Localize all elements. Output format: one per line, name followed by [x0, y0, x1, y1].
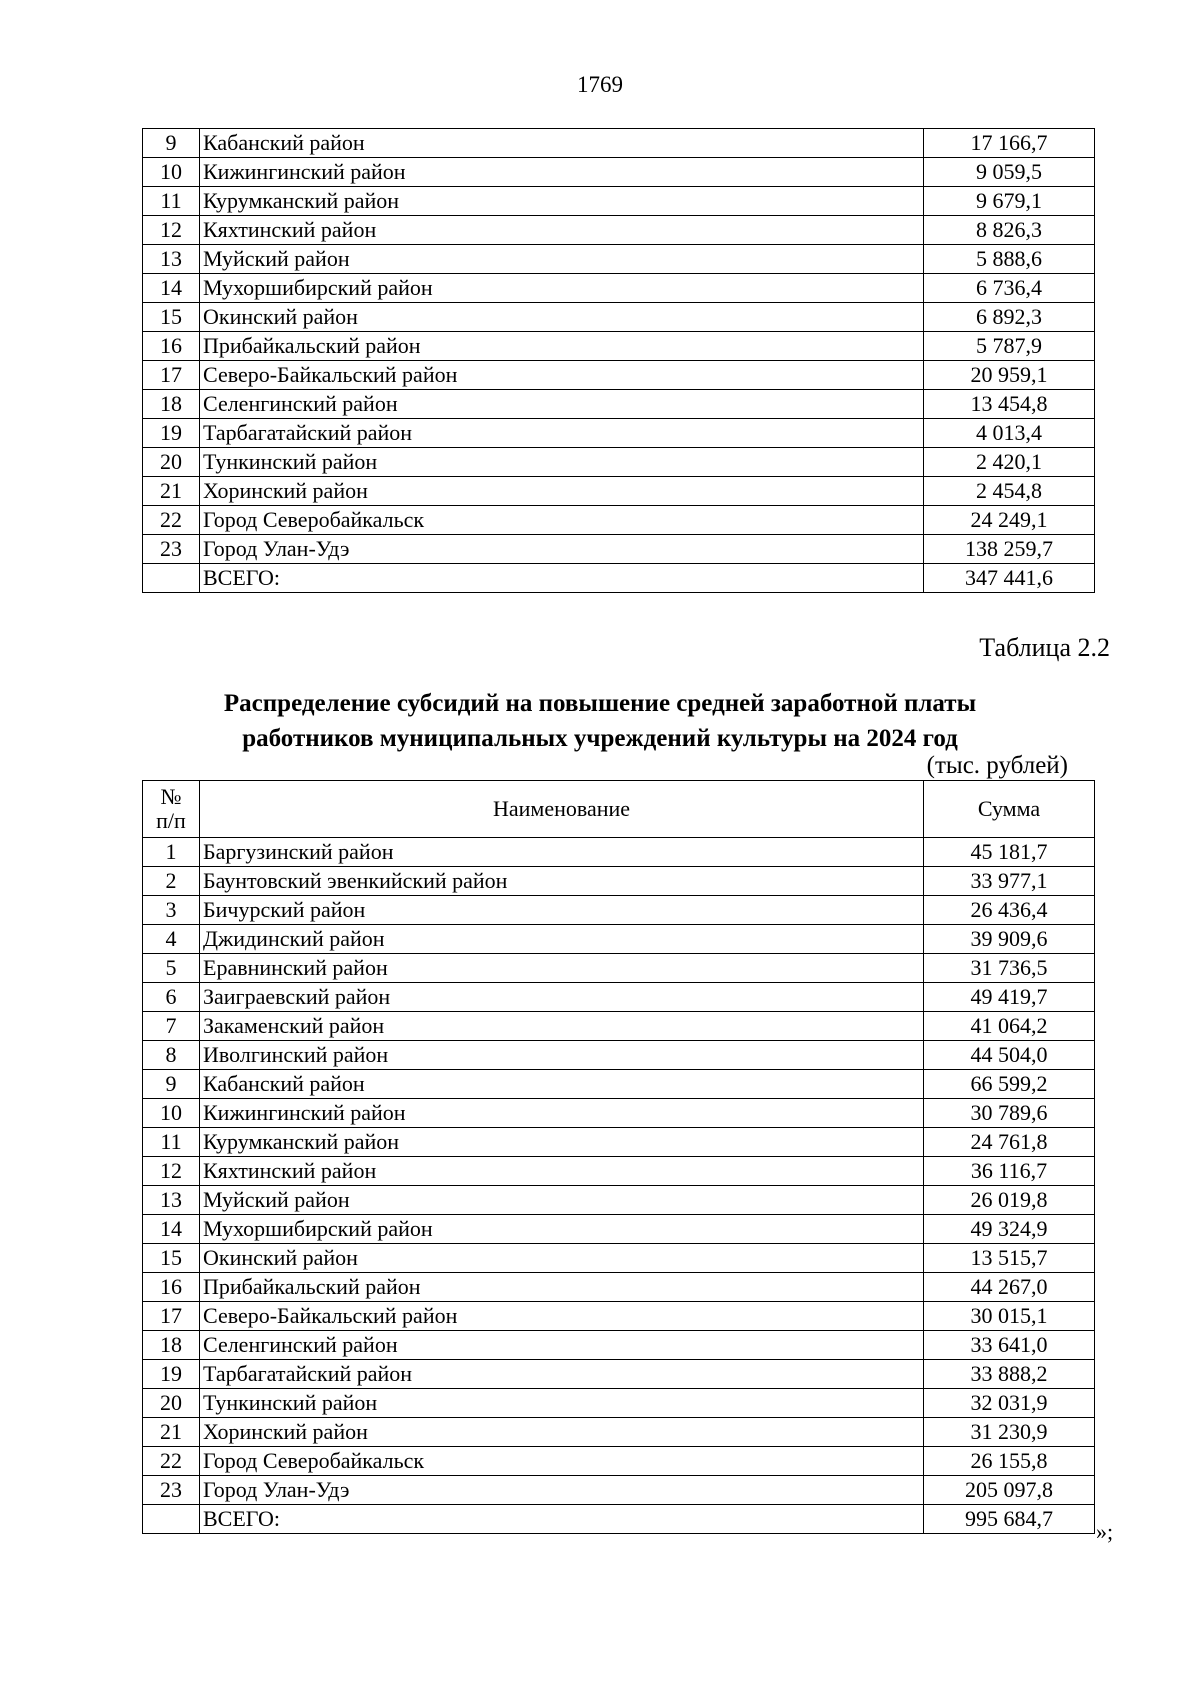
closing-mark: »;	[1096, 1519, 1114, 1544]
row-name: Прибайкальский район	[200, 1273, 924, 1302]
table-row	[143, 1070, 1095, 1099]
row-sum: 33 888,2	[924, 1360, 1095, 1389]
table-row	[143, 129, 1095, 158]
row-sum: 17 166,7	[924, 129, 1095, 158]
table-row	[143, 535, 1095, 564]
row-name: Тункинский район	[200, 1389, 924, 1418]
row-sum: 6 892,3	[924, 303, 1095, 332]
table-row	[143, 1186, 1095, 1215]
table-row	[143, 1273, 1095, 1302]
table-row	[143, 983, 1095, 1012]
table-row	[143, 506, 1095, 535]
table-row	[143, 1389, 1095, 1418]
row-sum: 9 059,5	[924, 158, 1095, 187]
row-sum: 66 599,2	[924, 1070, 1095, 1099]
row-sum: 5 787,9	[924, 332, 1095, 361]
row-name: Мухоршибирский район	[200, 274, 924, 303]
row-name: Тарбагатайский район	[200, 419, 924, 448]
table-title-line-2: работников муниципальных учреждений культуры на 2024 год	[242, 725, 958, 752]
table-title	[0, 686, 1200, 756]
row-sum: 4 013,4	[924, 419, 1095, 448]
row-number: 12	[143, 1157, 200, 1186]
row-sum: 205 097,8	[924, 1476, 1095, 1505]
row-name: Тункинский район	[200, 448, 924, 477]
row-name: Курумканский район	[200, 187, 924, 216]
row-number: 16	[143, 1273, 200, 1302]
row-number: 18	[143, 390, 200, 419]
row-sum: 8 826,3	[924, 216, 1095, 245]
row-number: 14	[143, 274, 200, 303]
row-number: 1	[143, 838, 200, 867]
table-row	[143, 1244, 1095, 1273]
table-row	[143, 187, 1095, 216]
row-number: 2	[143, 867, 200, 896]
row-name: Мухоршибирский район	[200, 1215, 924, 1244]
table-row	[143, 1041, 1095, 1070]
table-row	[143, 361, 1095, 390]
table-row	[143, 1418, 1095, 1447]
row-number: 9	[143, 1070, 200, 1099]
row-name: Закаменский район	[200, 1012, 924, 1041]
row-name: Курумканский район	[200, 1128, 924, 1157]
header-num	[143, 781, 200, 838]
total-row	[143, 564, 1095, 593]
row-name: Баргузинский район	[200, 838, 924, 867]
row-number: 18	[143, 1331, 200, 1360]
row-name: Кижингинский район	[200, 1099, 924, 1128]
row-sum: 45 181,7	[924, 838, 1095, 867]
header-num-line-2: п/п	[156, 808, 186, 833]
row-number: 11	[143, 1128, 200, 1157]
row-number: 9	[143, 129, 200, 158]
row-name: Город Улан-Удэ	[200, 535, 924, 564]
row-name: Город Северобайкальск	[200, 506, 924, 535]
table-row	[143, 1360, 1095, 1389]
row-number: 20	[143, 1389, 200, 1418]
table-row	[143, 245, 1095, 274]
row-number: 11	[143, 187, 200, 216]
table-row	[143, 332, 1095, 361]
row-number: 21	[143, 1418, 200, 1447]
total-row	[143, 1505, 1095, 1534]
header-num-line-1: №	[160, 784, 182, 809]
table-row	[143, 954, 1095, 983]
row-sum: 6 736,4	[924, 274, 1095, 303]
row-number: 5	[143, 954, 200, 983]
row-number: 19	[143, 1360, 200, 1389]
row-name: Селенгинский район	[200, 1331, 924, 1360]
row-sum: 30 015,1	[924, 1302, 1095, 1331]
table-label: Таблица 2.2	[979, 633, 1110, 662]
table-header-row	[143, 781, 1095, 838]
table-row	[143, 925, 1095, 954]
table-row	[143, 448, 1095, 477]
row-number: 22	[143, 506, 200, 535]
row-number: 13	[143, 1186, 200, 1215]
table-row	[143, 303, 1095, 332]
row-sum: 138 259,7	[924, 535, 1095, 564]
row-sum: 36 116,7	[924, 1157, 1095, 1186]
row-number: 3	[143, 896, 200, 925]
table-row	[143, 158, 1095, 187]
row-sum: 2 454,8	[924, 477, 1095, 506]
row-name: Хоринский район	[200, 477, 924, 506]
page-number: 1769	[577, 72, 623, 97]
row-sum: 30 789,6	[924, 1099, 1095, 1128]
row-number: 16	[143, 332, 200, 361]
row-name: Прибайкальский район	[200, 332, 924, 361]
table-row	[143, 1302, 1095, 1331]
header-sum: Сумма	[924, 781, 1095, 838]
row-name: Муйский район	[200, 245, 924, 274]
row-number: 12	[143, 216, 200, 245]
row-number: 7	[143, 1012, 200, 1041]
row-name: Бичурский район	[200, 896, 924, 925]
table-row	[143, 1128, 1095, 1157]
table-1-body	[143, 129, 1095, 593]
table-row	[143, 896, 1095, 925]
header-name: Наименование	[200, 781, 924, 838]
row-sum: 32 031,9	[924, 1389, 1095, 1418]
row-number: 22	[143, 1447, 200, 1476]
row-name: Кижингинский район	[200, 158, 924, 187]
table-row	[143, 1215, 1095, 1244]
table-1	[142, 128, 1095, 593]
table-row	[143, 477, 1095, 506]
row-name: Заиграевский район	[200, 983, 924, 1012]
table-row	[143, 1099, 1095, 1128]
total-label: ВСЕГО:	[200, 564, 924, 593]
row-name: Кяхтинский район	[200, 1157, 924, 1186]
row-number: 14	[143, 1215, 200, 1244]
table-row	[143, 1331, 1095, 1360]
row-name: Джидинский район	[200, 925, 924, 954]
row-sum: 33 641,0	[924, 1331, 1095, 1360]
table-row	[143, 216, 1095, 245]
row-number: 15	[143, 1244, 200, 1273]
row-sum: 20 959,1	[924, 361, 1095, 390]
row-sum: 24 249,1	[924, 506, 1095, 535]
row-number: 10	[143, 158, 200, 187]
row-name: Хоринский район	[200, 1418, 924, 1447]
total-number-cell	[143, 564, 200, 593]
table-unit: (тыс. рублей)	[926, 752, 1068, 779]
row-name: Баунтовский эвенкийский район	[200, 867, 924, 896]
total-sum: 347 441,6	[924, 564, 1095, 593]
row-sum: 13 515,7	[924, 1244, 1095, 1273]
row-sum: 41 064,2	[924, 1012, 1095, 1041]
table-row	[143, 1447, 1095, 1476]
table-row	[143, 419, 1095, 448]
table-row	[143, 1476, 1095, 1505]
row-number: 6	[143, 983, 200, 1012]
row-sum: 44 504,0	[924, 1041, 1095, 1070]
row-number: 21	[143, 477, 200, 506]
row-name: Кяхтинский район	[200, 216, 924, 245]
table-2-body	[143, 838, 1095, 1534]
table-row	[143, 274, 1095, 303]
row-number: 15	[143, 303, 200, 332]
row-sum: 33 977,1	[924, 867, 1095, 896]
row-number: 17	[143, 1302, 200, 1331]
row-name: Еравнинский район	[200, 954, 924, 983]
row-number: 8	[143, 1041, 200, 1070]
row-name: Северо-Байкальский район	[200, 1302, 924, 1331]
row-name: Муйский район	[200, 1186, 924, 1215]
row-sum: 9 679,1	[924, 187, 1095, 216]
row-name: Иволгинский район	[200, 1041, 924, 1070]
row-name: Город Улан-Удэ	[200, 1476, 924, 1505]
table-2	[142, 780, 1095, 1534]
row-number: 23	[143, 535, 200, 564]
row-name: Кабанский район	[200, 1070, 924, 1099]
row-sum: 31 736,5	[924, 954, 1095, 983]
total-label: ВСЕГО:	[200, 1505, 924, 1534]
row-name: Кабанский район	[200, 129, 924, 158]
table-title-line-1: Распределение субсидий на повышение средней заработной платы	[223, 690, 977, 717]
row-sum: 13 454,8	[924, 390, 1095, 419]
row-sum: 5 888,6	[924, 245, 1095, 274]
row-number: 23	[143, 1476, 200, 1505]
row-number: 19	[143, 419, 200, 448]
row-sum: 49 324,9	[924, 1215, 1095, 1244]
row-sum: 39 909,6	[924, 925, 1095, 954]
row-number: 13	[143, 245, 200, 274]
row-sum: 26 155,8	[924, 1447, 1095, 1476]
table-row	[143, 390, 1095, 419]
row-sum: 2 420,1	[924, 448, 1095, 477]
row-number: 17	[143, 361, 200, 390]
row-sum: 26 019,8	[924, 1186, 1095, 1215]
row-sum: 24 761,8	[924, 1128, 1095, 1157]
row-name: Селенгинский район	[200, 390, 924, 419]
row-number: 10	[143, 1099, 200, 1128]
row-name: Город Северобайкальск	[200, 1447, 924, 1476]
row-name: Окинский район	[200, 303, 924, 332]
table-row	[143, 1012, 1095, 1041]
row-sum: 49 419,7	[924, 983, 1095, 1012]
row-number: 20	[143, 448, 200, 477]
total-number-cell	[143, 1505, 200, 1534]
row-sum: 26 436,4	[924, 896, 1095, 925]
row-sum: 31 230,9	[924, 1418, 1095, 1447]
total-sum: 995 684,7	[924, 1505, 1095, 1534]
table-row	[143, 1157, 1095, 1186]
table-row	[143, 867, 1095, 896]
row-name: Окинский район	[200, 1244, 924, 1273]
row-sum: 44 267,0	[924, 1273, 1095, 1302]
row-number: 4	[143, 925, 200, 954]
table-row	[143, 838, 1095, 867]
row-name: Тарбагатайский район	[200, 1360, 924, 1389]
row-name: Северо-Байкальский район	[200, 361, 924, 390]
